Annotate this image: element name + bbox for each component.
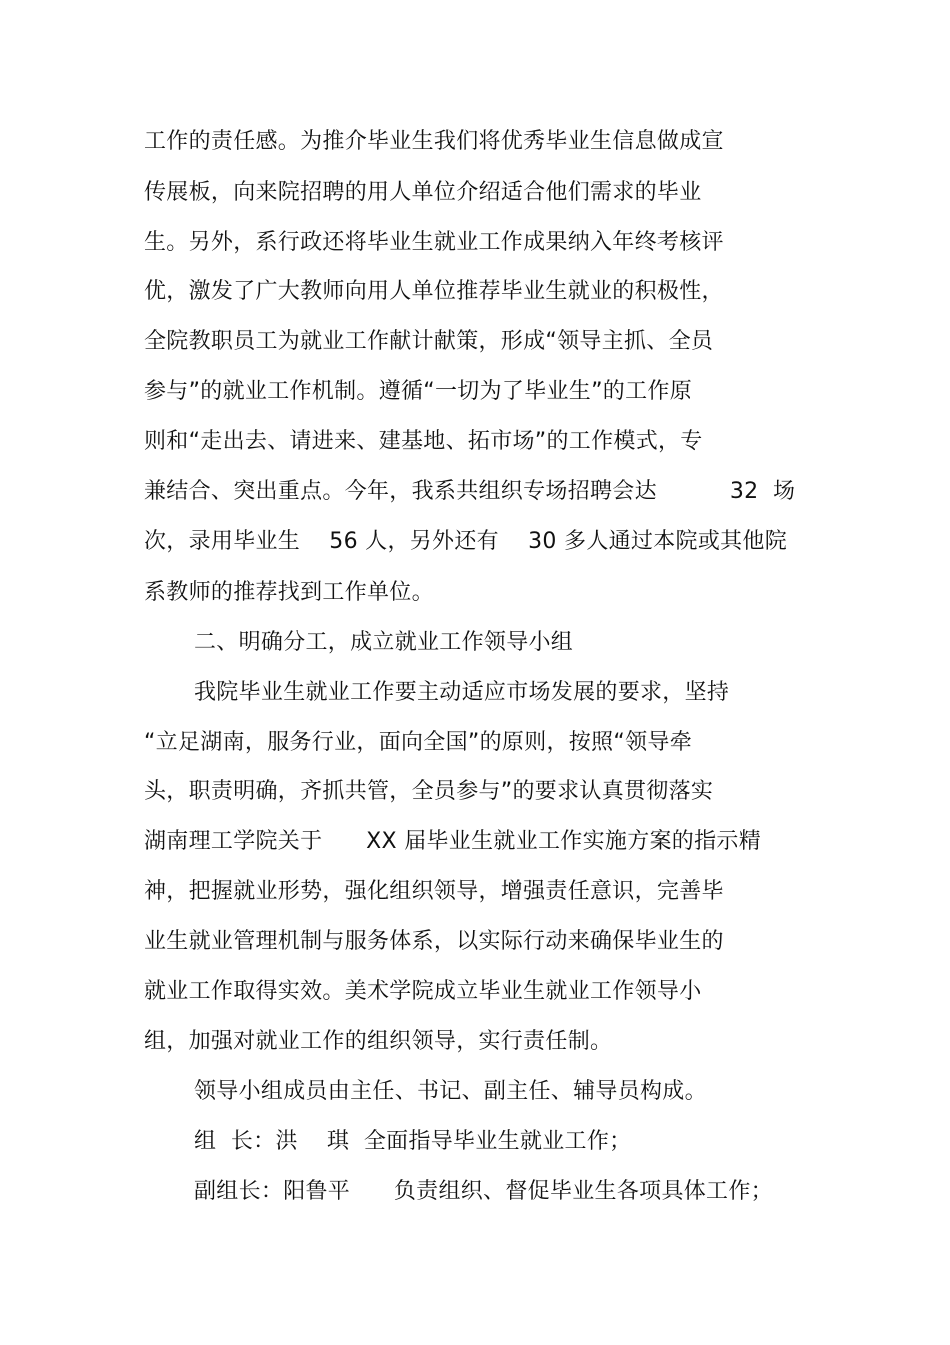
text-line: 业生就业管理机制与服务体系，以实际行动来确保毕业生的 [144, 929, 724, 954]
text-line: 湖南理工学院关于 XX 届毕业生就业工作实施方案的指示精 [144, 829, 761, 854]
text-line: 神，把握就业形势，强化组织领导，增强责任意识，完善毕 [144, 879, 724, 904]
text-line: 领导小组成员由主任、书记、副主任、辅导员构成。 [194, 1079, 707, 1104]
text-line: 优，激发了广大教师向用人单位推荐毕业生就业的积极性， [144, 279, 724, 304]
text-line: 我院毕业生就业工作要主动适应市场发展的要求，坚持 [194, 680, 730, 705]
text-line: 兼结合、突出重点。今年，我系共组织专场招聘会达 32 场 [144, 479, 796, 504]
text-line: 组 长：洪 琪 全面指导毕业生就业工作； [194, 1129, 632, 1154]
text-line: 就业工作取得实效。美术学院成立毕业生就业工作领导小 [144, 979, 702, 1004]
text-line: 参与”的就业工作机制。遵循“一切为了毕业生”的工作原 [144, 379, 692, 404]
text-line: 工作的责任感。为推介毕业生我们将优秀毕业生信息做成宣 [144, 129, 724, 154]
text-line: 头，职责明确，齐抓共管，全员参与”的要求认真贯彻落实 [144, 779, 714, 804]
text-line: 副组长：阳鲁平 负责组织、督促毕业生各项具体工作； [194, 1179, 773, 1204]
text-line: 则和“走出去、请进来、建基地、拓市场”的工作模式，专 [144, 429, 703, 454]
text-line: 全院教职员工为就业工作献计献策，形成“领导主抓、全员 [144, 329, 714, 354]
text-line: 次，录用毕业生 56 人，另外还有 30 多人通过本院或其他院 [144, 529, 788, 554]
text-line: 传展板，向来院招聘的用人单位介绍适合他们需求的毕业 [144, 180, 702, 205]
text-line: 生。另外，系行政还将毕业生就业工作成果纳入年终考核评 [144, 230, 724, 255]
text-line: 系教师的推荐找到工作单位。 [144, 580, 434, 605]
text-line: “立足湖南，服务行业，面向全国”的原则，按照“领导牵 [144, 730, 692, 755]
section-heading: 二、明确分工，成立就业工作领导小组 [194, 630, 574, 655]
text-line: 组，加强对就业工作的组织领导，实行责任制。 [144, 1029, 613, 1054]
